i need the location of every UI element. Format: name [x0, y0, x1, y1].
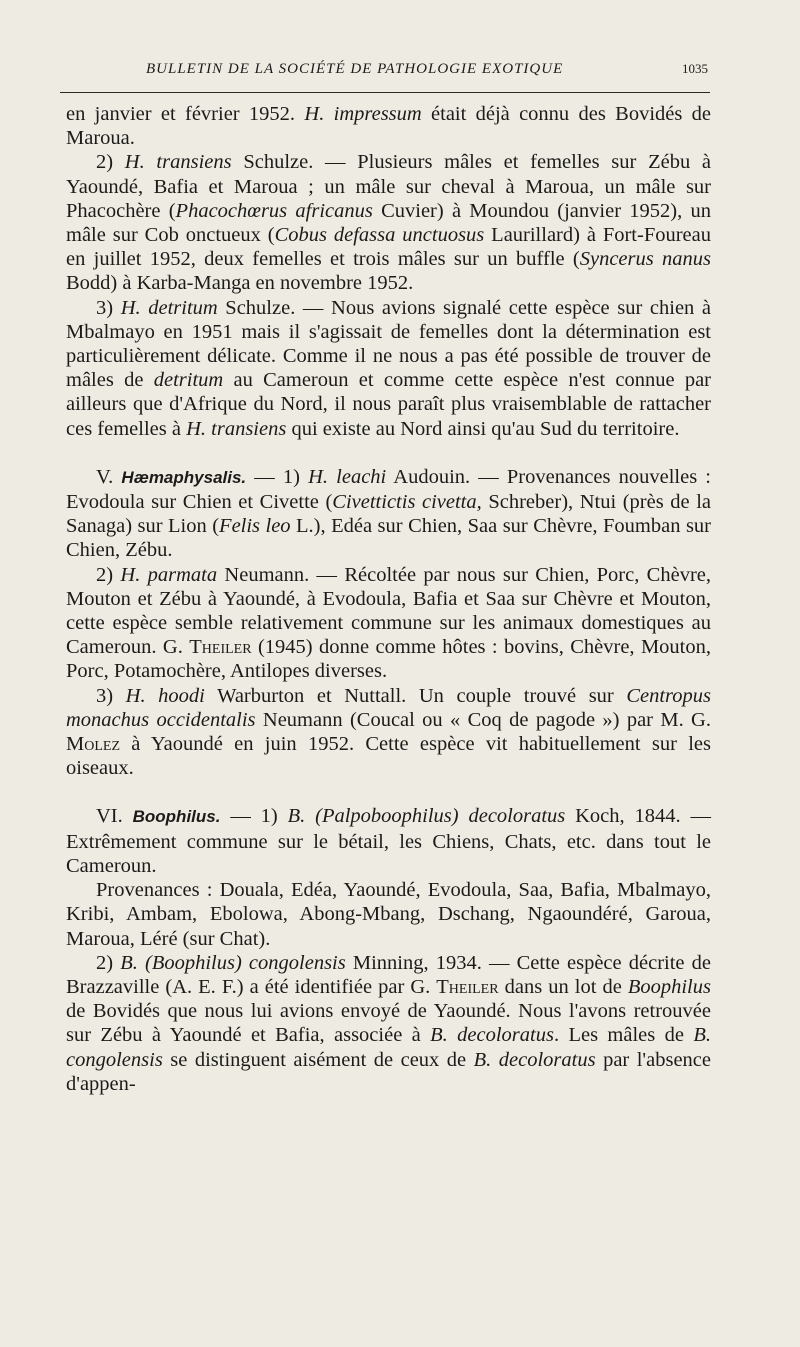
species-name: H. leachi: [308, 465, 387, 488]
species-name: B. (Palpoboophilus) decoloratus: [287, 805, 566, 828]
species-name: H. detritum: [120, 296, 218, 319]
body-text: [66, 102, 711, 1096]
text-run: 2): [96, 563, 121, 586]
text-run: se distinguent aisément de ceux de: [162, 1048, 474, 1071]
section-title: Boophilus.: [132, 807, 221, 827]
species-name: H. parmata: [120, 563, 218, 586]
text-run: — 1): [246, 465, 309, 488]
species-name: detritum: [153, 369, 224, 392]
paragraph-5: [66, 563, 711, 684]
author-name: Molez: [66, 733, 120, 756]
text-run: Minning, 1934. — Cette espèce décrite de Brazzaville (A. E. F.) a été identifiée par G.: [66, 951, 711, 998]
text-run: Schulze. — Nous avions signalé cette espèce sur chien à Mbalmayo en 1951 mais il s'agissait de femelles dont la détermination est particulièrement délicate. Comme il ne nous a pas été possible de trouver de mâles de: [66, 296, 712, 392]
text-run: Warburton et Nuttall. Un couple trouvé sur: [204, 684, 627, 707]
species-name: Felis leo: [219, 515, 291, 538]
paragraph-6: [66, 684, 711, 781]
species-name: B. decoloratus: [430, 1024, 554, 1047]
text-run: 2): [96, 951, 121, 974]
text-run: de Bovidés que nous lui avions envoyé de Yaoundé. Nous l'avons retrouvée sur Zébu à Yaoundé et Bafia, associée à: [66, 1000, 711, 1047]
text-run: en janvier et février 1952.: [66, 103, 305, 125]
paragraph-8: [66, 878, 711, 951]
text-run: Schreber), Ntui (près de la Sanaga) sur Lion (: [66, 491, 712, 538]
section-vi-boophilus: [66, 804, 711, 878]
species-name: H. transiens: [124, 151, 232, 174]
text-run: (1945) donne comme hôtes : bovins, Chèvre, Mouton, Porc, Potamochère, Antilopes diverses.: [66, 636, 712, 683]
text-run: Provenances : Douala, Edéa, Yaoundé, Evodoula, Saa, Bafia, Mbalmayo, Kribi, Ambam, Ebolowa, Abong-Mbang, Dschang, Ngaoundéré, Garoua, Maroua, Léré (sur Chat).: [66, 879, 711, 950]
text-run: Schulze. — Plusieurs mâles et femelles sur Zébu à Yaoundé, Bafia et Maroua ; un mâle sur cheval à Maroua, un mâle sur Phacochère (: [66, 151, 712, 222]
text-run: 2): [96, 151, 125, 174]
species-name: H. transiens: [186, 417, 287, 440]
section-title: Hæmaphysalis.: [121, 467, 247, 487]
section-number: V.: [96, 465, 122, 488]
species-name: B. congolensis: [66, 1024, 711, 1071]
text-run: — 1): [220, 805, 288, 828]
species-name: Civettictis civetta,: [332, 491, 482, 514]
author-name: Theiler: [436, 975, 499, 998]
text-run: 3): [96, 684, 126, 707]
species-name: Centropus monachus occidentalis: [66, 684, 712, 731]
text-run: Neumann (Coucal ou « Coq de pagode ») par M. G.: [255, 708, 711, 731]
text-run: Neumann. — Récoltée par nous sur Chien, Porc, Chèvre, Mouton et Zébu à Yaoundé, à Evodoula, Bafia et Saa sur Chèvre et Mouton, cette espèce semble relativement commune sur les animaux domestiques au Cameroun. G.: [66, 563, 711, 659]
paragraph-9: [66, 951, 711, 1096]
section-number: VI.: [96, 805, 133, 828]
text-run: dans un lot de: [498, 975, 628, 998]
text-run: au Cameroun et comme cette espèce n'est connue par ailleurs que d'Afrique du Nord, il nous paraît plus vraisemblable de rattacher ces femelles à: [66, 369, 711, 440]
text-run: était déjà connu des Bovidés de Maroua.: [66, 103, 711, 150]
author-name: Theiler: [189, 636, 252, 659]
text-run: Bodd) à Karba-Manga en novembre 1952.: [66, 272, 414, 295]
section-v-haemaphysalis: [66, 465, 711, 563]
species-name: B. decoloratus: [473, 1048, 596, 1071]
header-rule: [60, 92, 710, 93]
species-name: B. (Boophilus) congolensis: [120, 951, 346, 974]
text-run: . Les mâles de: [553, 1024, 694, 1047]
species-name: Boophilus: [627, 975, 711, 998]
page-number: 1035: [682, 61, 708, 76]
text-run: par l'absence d'appen-: [66, 1048, 711, 1095]
text-run: qui existe au Nord ainsi qu'au Sud du territoire.: [286, 417, 680, 440]
text-run: Cuvier) à Moundou (janvier 1952), un mâle sur Cob onctueux (: [66, 199, 711, 247]
text-run: L.), Edéa sur Chien, Saa sur Chèvre, Foumban sur Chien, Zébu.: [66, 515, 711, 562]
text-run: à Yaoundé en juin 1952. Cette espèce vit habituellement sur les oiseaux.: [66, 733, 711, 780]
species-name: Phacochœrus africanus: [175, 199, 373, 222]
text-run: Audouin. — Provenances nouvelles : Evodoula sur Chien et Civette (: [66, 465, 711, 514]
paragraph-1: [66, 102, 711, 150]
species-name: H. impressum: [304, 103, 422, 125]
paragraph-2: [66, 150, 711, 295]
running-title: BULLETIN DE LA SOCIÉTÉ DE PATHOLOGIE EXOTIQUE: [146, 61, 564, 77]
species-name: Syncerus nanus: [579, 248, 711, 271]
paragraph-3: [66, 296, 711, 441]
text-run: Koch, 1844. — Extrêmement commune sur le bétail, les Chiens, Chats, etc. dans tout le Cameroun.: [66, 805, 711, 877]
species-name: Cobus defassa unctuosus: [274, 224, 485, 247]
species-name: H. hoodi: [125, 684, 205, 707]
text-run: Laurillard) à Fort-Foureau en juillet 1952, deux femelles et trois mâles sur un buffle (: [66, 224, 712, 271]
text-run: 3): [96, 296, 121, 319]
